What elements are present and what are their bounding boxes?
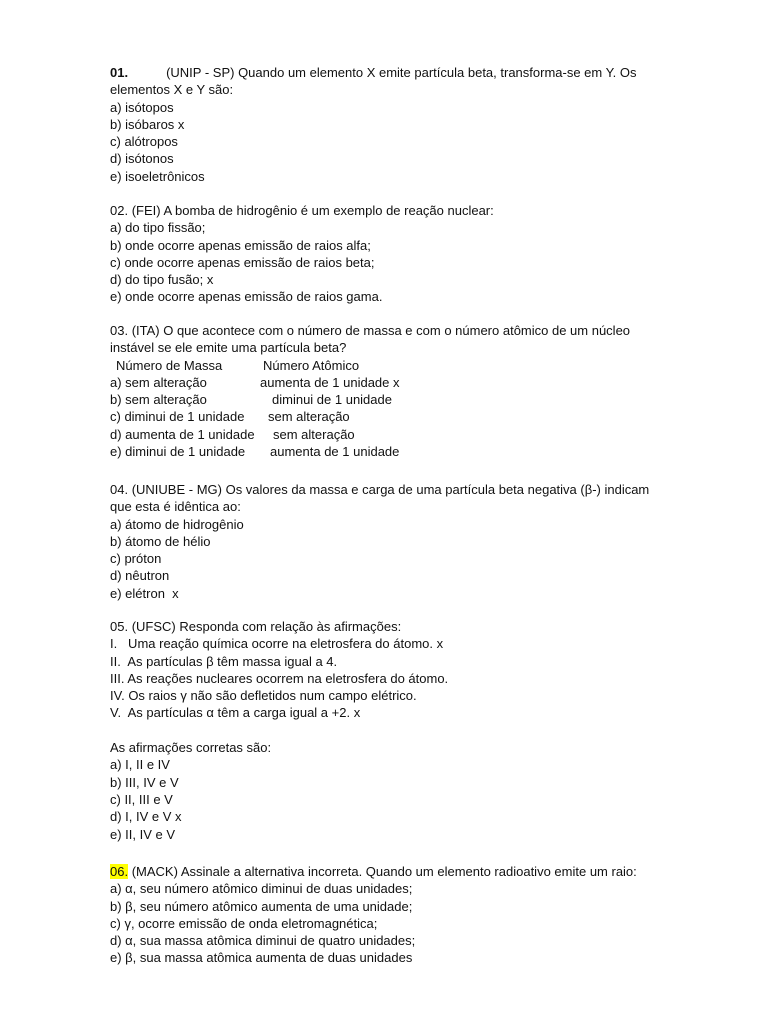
question-2 — [110, 202, 670, 306]
row-atomic: aumenta de 1 unidade — [270, 444, 400, 460]
row-atomic: sem alteração — [273, 426, 355, 442]
question-5-prompt: As afirmações corretas são: — [110, 740, 272, 756]
option: e) II, IV e V — [110, 826, 176, 842]
question-2-stem — [110, 202, 670, 219]
option: a) α, seu número atômico diminui de duas unidades; — [110, 881, 413, 897]
question-6-number: 06. — [110, 864, 129, 879]
table-row — [110, 443, 670, 460]
option: d) I, IV e V x — [110, 809, 182, 825]
option: d) isótonos — [110, 151, 174, 167]
question-3-text: (ITA) O que acontece com o número de massa e com o número atômico de um núcleo instável se ele emite uma partícula beta? — [110, 323, 631, 356]
question-6 — [110, 863, 670, 967]
table-header — [110, 357, 670, 374]
column-header-mass: Número de Massa — [116, 357, 223, 373]
option: c) onde ocorre apenas emissão de raios beta; — [110, 254, 375, 270]
question-6-text: (MACK) Assinale a alternativa incorreta. Quando um elemento radioativo emite um raio: — [131, 864, 637, 879]
option: e) onde ocorre apenas emissão de raios gama. — [110, 289, 383, 305]
row-mass: e) diminui de 1 unidade — [110, 444, 246, 460]
option: b) III, IV e V — [110, 774, 179, 790]
option: d) nêutron — [110, 568, 170, 584]
row-mass: b) sem alteração — [110, 392, 207, 408]
question-5-number: 05. — [110, 619, 129, 634]
column-header-atomic: Número Atômico — [263, 357, 360, 373]
table-row — [110, 408, 670, 425]
table-row — [110, 391, 670, 408]
option: e) β, sua massa atômica aumenta de duas unidades — [110, 950, 413, 966]
option: c) alótropos — [110, 134, 178, 150]
question-1 — [110, 64, 670, 185]
question-1-number: 01. — [110, 65, 129, 80]
statement: III. As reações nucleares ocorrem na eletrosfera do átomo. — [110, 670, 449, 686]
option: b) β, seu número atômico aumenta de uma unidade; — [110, 898, 413, 914]
question-2-number: 02. — [110, 203, 129, 218]
option: a) átomo de hidrogênio — [110, 516, 244, 532]
statement: II. As partículas β têm massa igual a 4. — [110, 653, 338, 669]
spacer — [110, 722, 670, 739]
option: c) próton — [110, 551, 162, 567]
option: a) isótopos — [110, 99, 174, 115]
option: c) γ, ocorre emissão de onda eletromagnética; — [110, 915, 378, 931]
question-4 — [110, 481, 670, 602]
option: b) isóbaros x — [110, 116, 185, 132]
question-5-stem — [110, 618, 670, 635]
option: e) elétron x — [110, 585, 179, 601]
question-1-text: (UNIP - SP) Quando um elemento X emite partícula beta, transforma-se em Y. Os elementos X e Y são: — [110, 65, 637, 98]
statement: V. As partículas α têm a carga igual a +2. x — [110, 705, 361, 721]
question-5-text: (UFSC) Responda com relação às afirmações: — [131, 619, 402, 634]
option: a) do tipo fissão; — [110, 220, 206, 236]
option: e) isoeletrônicos — [110, 168, 205, 184]
question-2-text: (FEI) A bomba de hidrogênio é um exemplo de reação nuclear: — [131, 203, 494, 218]
row-atomic: aumenta de 1 unidade x — [260, 374, 400, 390]
question-4-number: 04. — [110, 482, 129, 497]
statement: IV. Os raios γ não são defletidos num campo elétrico. — [110, 688, 417, 704]
question-4-stem — [110, 481, 670, 516]
question-3 — [110, 322, 670, 460]
question-1-stem — [110, 64, 670, 99]
option: b) átomo de hélio — [110, 533, 211, 549]
question-4-text: (UNIUBE - MG) Os valores da massa e carga de uma partícula beta negativa (β-) indicam que esta é idêntica ao: — [110, 482, 650, 515]
row-mass: a) sem alteração — [110, 374, 207, 390]
question-5 — [110, 618, 670, 843]
option: d) do tipo fusão; x — [110, 272, 214, 288]
question-3-stem — [110, 322, 670, 357]
row-mass: d) aumenta de 1 unidade — [110, 426, 255, 442]
row-mass: c) diminui de 1 unidade — [110, 409, 245, 425]
question-3-number: 03. — [110, 323, 129, 338]
table-row — [110, 426, 670, 443]
option: a) I, II e IV — [110, 757, 170, 773]
row-atomic: sem alteração — [268, 409, 350, 425]
option: b) onde ocorre apenas emissão de raios alfa; — [110, 237, 371, 253]
statement: I. Uma reação química ocorre na eletrosfera do átomo. x — [110, 636, 444, 652]
table-row — [110, 374, 670, 391]
option: d) α, sua massa atômica diminui de quatro unidades; — [110, 933, 416, 949]
option: c) II, III e V — [110, 791, 173, 807]
question-6-stem — [110, 863, 670, 880]
row-atomic: diminui de 1 unidade — [272, 392, 392, 408]
